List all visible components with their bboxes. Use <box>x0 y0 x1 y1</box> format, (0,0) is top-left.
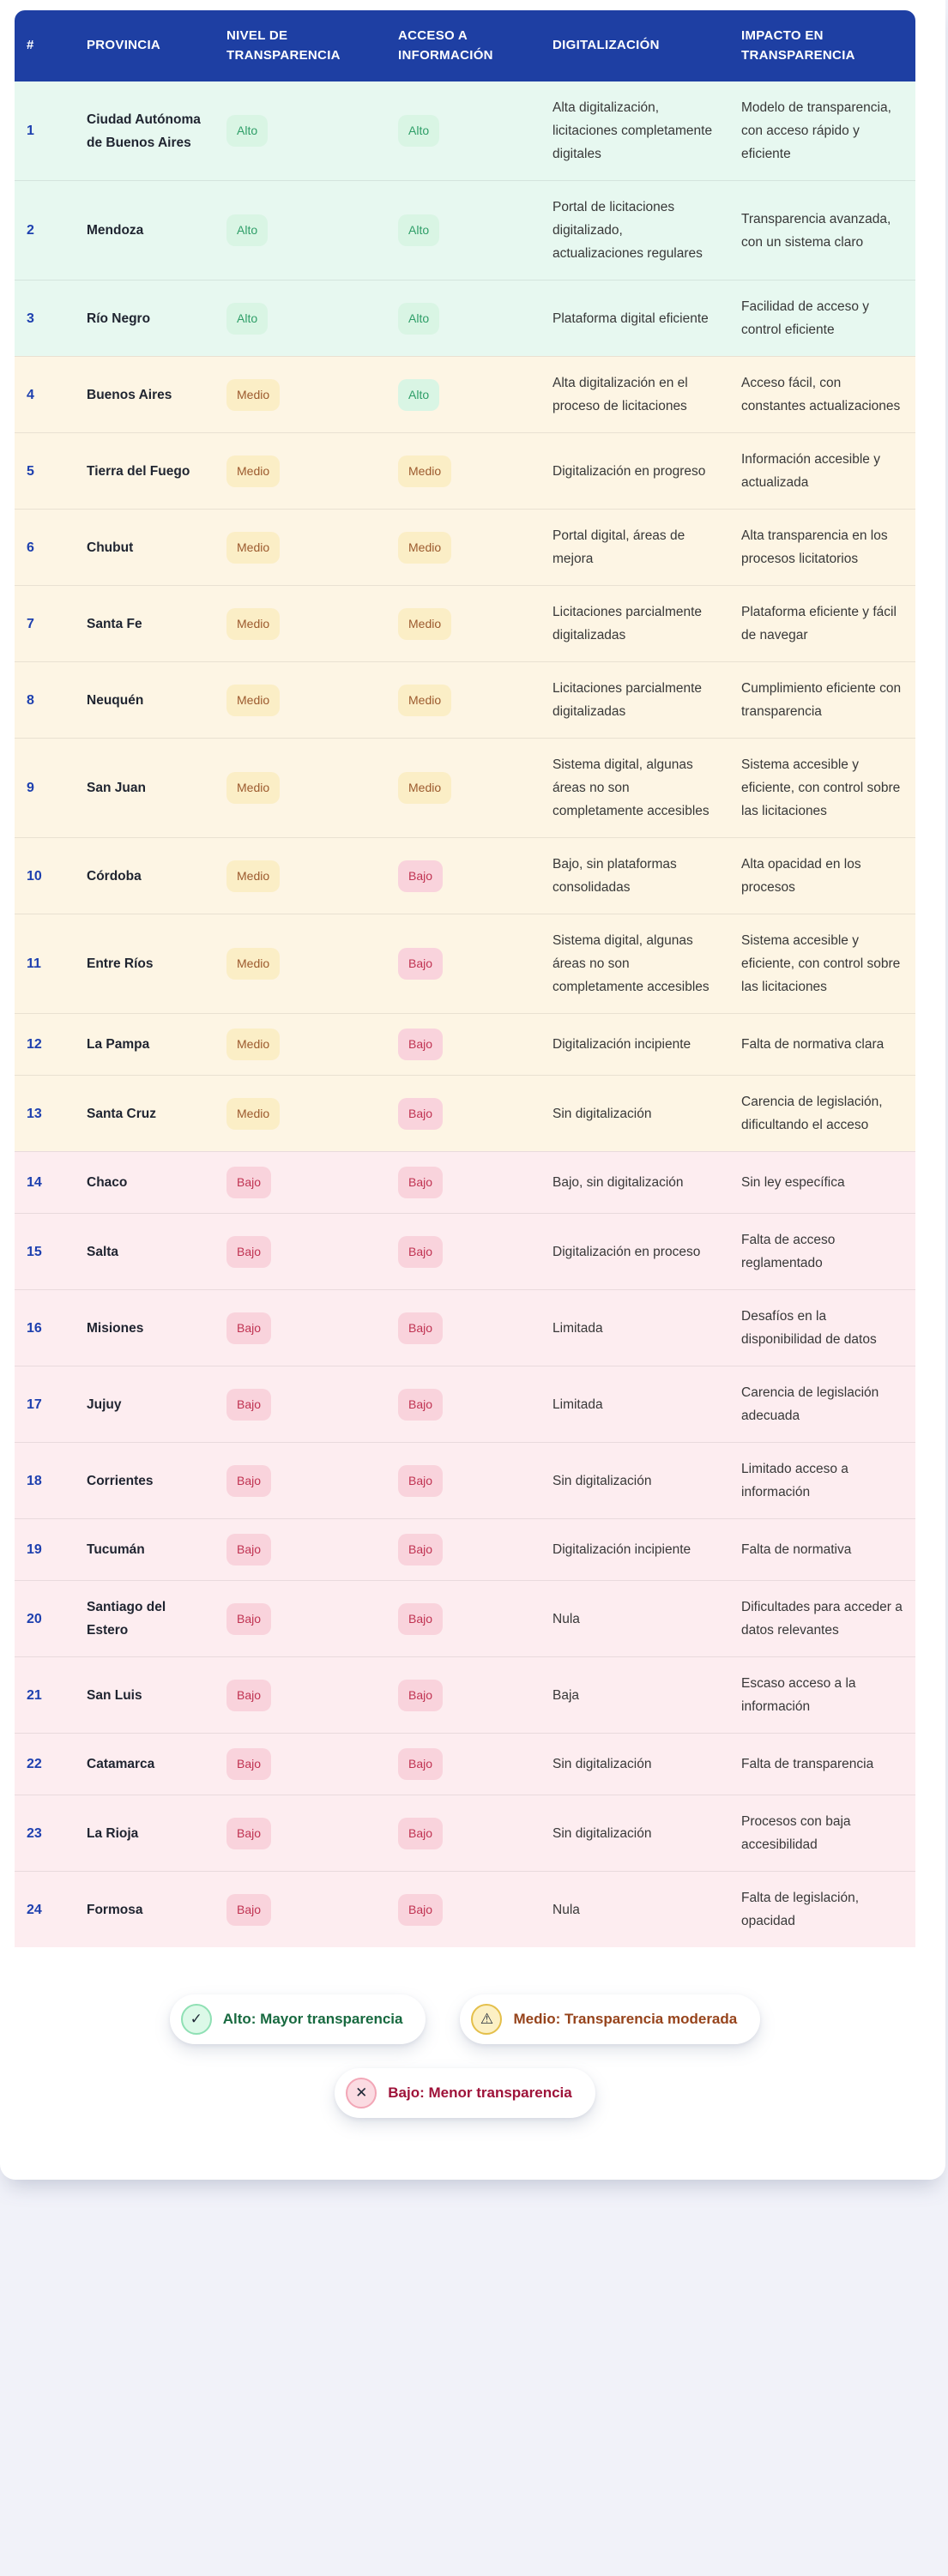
info-access-cell <box>386 1013 540 1075</box>
transparency-level-cell <box>214 1580 386 1656</box>
impact-cell: Plataforma eficiente y fácil de navegar <box>729 585 915 661</box>
transparency-level-cell <box>214 738 386 837</box>
province-name: Salta <box>75 1213 214 1289</box>
transparency-level-badge: Medio <box>226 379 280 411</box>
column-header: IMPACTO EN TRANSPARENCIA <box>729 10 915 81</box>
table-row <box>15 1656 915 1733</box>
transparency-level-badge: Bajo <box>226 1389 271 1421</box>
row-number: 4 <box>15 356 75 432</box>
info-access-cell <box>386 1733 540 1795</box>
digitalization-cell: Digitalización incipiente <box>540 1013 729 1075</box>
row-number: 20 <box>15 1580 75 1656</box>
column-header: # <box>15 10 75 81</box>
info-access-badge: Bajo <box>398 1603 443 1635</box>
legend-label: Bajo: Menor transparencia <box>388 2084 572 2101</box>
impact-cell: Sistema accesible y eficiente, con control sobre las licitaciones <box>729 914 915 1013</box>
column-header: NIVEL DE TRANSPARENCIA <box>214 10 386 81</box>
info-access-badge: Medio <box>398 532 451 564</box>
info-access-cell <box>386 1151 540 1213</box>
province-name: Río Negro <box>75 280 214 356</box>
info-access-badge: Bajo <box>398 1029 443 1060</box>
row-number: 24 <box>15 1871 75 1947</box>
digitalization-cell: Digitalización en progreso <box>540 432 729 509</box>
digitalization-cell: Nula <box>540 1580 729 1656</box>
table-row <box>15 1075 915 1151</box>
table-row <box>15 280 915 356</box>
info-access-badge: Bajo <box>398 1312 443 1344</box>
transparency-level-badge: Medio <box>226 948 280 980</box>
digitalization-cell: Digitalización en proceso <box>540 1213 729 1289</box>
digitalization-cell: Limitada <box>540 1366 729 1442</box>
transparency-level-cell <box>214 661 386 738</box>
info-access-cell <box>386 280 540 356</box>
info-access-cell <box>386 1075 540 1151</box>
transparency-level-cell <box>214 432 386 509</box>
transparency-level-badge: Medio <box>226 1029 280 1060</box>
digitalization-cell: Limitada <box>540 1289 729 1366</box>
digitalization-cell: Sin digitalización <box>540 1733 729 1795</box>
legend-pill <box>335 2068 595 2118</box>
transparency-level-badge: Alto <box>226 115 268 147</box>
table-row <box>15 1013 915 1075</box>
digitalization-cell: Portal digital, áreas de mejora <box>540 509 729 585</box>
info-access-badge: Bajo <box>398 860 443 892</box>
digitalization-cell: Sin digitalización <box>540 1442 729 1518</box>
digitalization-cell: Sin digitalización <box>540 1795 729 1871</box>
impact-cell: Alta transparencia en los procesos licitatorios <box>729 509 915 585</box>
info-access-cell <box>386 1289 540 1366</box>
province-name: Jujuy <box>75 1366 214 1442</box>
transparency-level-cell <box>214 356 386 432</box>
info-access-badge: Medio <box>398 455 451 487</box>
transparency-level-cell <box>214 1366 386 1442</box>
province-name: San Luis <box>75 1656 214 1733</box>
transparency-level-badge: Bajo <box>226 1818 271 1849</box>
info-access-badge: Bajo <box>398 948 443 980</box>
transparency-level-badge: Bajo <box>226 1894 271 1926</box>
transparency-level-cell <box>214 1075 386 1151</box>
province-name: Mendoza <box>75 180 214 280</box>
table-row <box>15 81 915 180</box>
info-access-badge: Alto <box>398 303 439 335</box>
digitalization-cell: Nula <box>540 1871 729 1947</box>
table-header <box>15 10 915 81</box>
row-number: 5 <box>15 432 75 509</box>
row-number: 16 <box>15 1289 75 1366</box>
transparency-level-badge: Bajo <box>226 1465 271 1497</box>
table-row <box>15 1580 915 1656</box>
info-access-badge: Bajo <box>398 1818 443 1849</box>
province-name: Formosa <box>75 1871 214 1947</box>
transparency-level-cell <box>214 280 386 356</box>
impact-cell: Transparencia avanzada, con un sistema claro <box>729 180 915 280</box>
province-name: La Pampa <box>75 1013 214 1075</box>
transparency-level-badge: Medio <box>226 685 280 716</box>
table-row <box>15 1151 915 1213</box>
info-access-cell <box>386 81 540 180</box>
transparency-level-cell <box>214 180 386 280</box>
table-row <box>15 1871 915 1947</box>
digitalization-cell: Sin digitalización <box>540 1075 729 1151</box>
row-number: 17 <box>15 1366 75 1442</box>
digitalization-cell: Bajo, sin plataformas consolidadas <box>540 837 729 914</box>
digitalization-cell: Alta digitalización, licitaciones completamente digitales <box>540 81 729 180</box>
transparency-level-badge: Bajo <box>226 1236 271 1268</box>
info-access-cell <box>386 1795 540 1871</box>
legend-label: Alto: Mayor transparencia <box>222 2011 403 2027</box>
transparency-level-badge: Medio <box>226 455 280 487</box>
info-access-badge: Alto <box>398 115 439 147</box>
info-access-cell <box>386 1518 540 1580</box>
table-row <box>15 1518 915 1580</box>
impact-cell: Información accesible y actualizada <box>729 432 915 509</box>
column-header: ACCESO A INFORMACIÓN <box>386 10 540 81</box>
page-bottom-gap <box>0 2180 948 2212</box>
transparency-level-cell <box>214 81 386 180</box>
info-access-badge: Bajo <box>398 1748 443 1780</box>
impact-cell: Procesos con baja accesibilidad <box>729 1795 915 1871</box>
transparency-level-badge: Bajo <box>226 1312 271 1344</box>
digitalization-cell: Licitaciones parcialmente digitalizadas <box>540 585 729 661</box>
province-name: Tucumán <box>75 1518 214 1580</box>
impact-cell: Dificultades para acceder a datos relevantes <box>729 1580 915 1656</box>
digitalization-cell: Sistema digital, algunas áreas no son completamente accesibles <box>540 914 729 1013</box>
transparency-level-cell <box>214 585 386 661</box>
check-icon: ✓ <box>181 2004 212 2035</box>
province-name: Buenos Aires <box>75 356 214 432</box>
table-header-row <box>15 10 915 81</box>
table-row <box>15 738 915 837</box>
transparency-level-cell <box>214 1871 386 1947</box>
impact-cell: Falta de normativa <box>729 1518 915 1580</box>
table-row <box>15 837 915 914</box>
digitalization-cell: Sistema digital, algunas áreas no son completamente accesibles <box>540 738 729 837</box>
transparency-level-badge: Bajo <box>226 1603 271 1635</box>
info-access-cell <box>386 1213 540 1289</box>
info-access-cell <box>386 432 540 509</box>
table-row <box>15 1733 915 1795</box>
info-access-badge: Bajo <box>398 1167 443 1198</box>
transparency-level-badge: Medio <box>226 772 280 804</box>
transparency-level-cell <box>214 1795 386 1871</box>
row-number: 1 <box>15 81 75 180</box>
info-access-badge: Bajo <box>398 1894 443 1926</box>
transparency-level-cell <box>214 1733 386 1795</box>
row-number: 14 <box>15 1151 75 1213</box>
impact-cell: Falta de normativa clara <box>729 1013 915 1075</box>
table-row <box>15 180 915 280</box>
info-access-badge: Bajo <box>398 1680 443 1711</box>
table-row <box>15 1795 915 1871</box>
province-name: La Rioja <box>75 1795 214 1871</box>
legend <box>126 1994 804 2118</box>
transparency-level-cell <box>214 1442 386 1518</box>
row-number: 10 <box>15 837 75 914</box>
info-access-cell <box>386 1580 540 1656</box>
digitalization-cell: Licitaciones parcialmente digitalizadas <box>540 661 729 738</box>
impact-cell: Cumplimiento eficiente con transparencia <box>729 661 915 738</box>
info-access-cell <box>386 1366 540 1442</box>
info-access-badge: Bajo <box>398 1389 443 1421</box>
transparency-level-cell <box>214 1213 386 1289</box>
info-access-cell <box>386 1656 540 1733</box>
table-row <box>15 1366 915 1442</box>
transparency-level-badge: Bajo <box>226 1748 271 1780</box>
province-name: Ciudad Autónoma de Buenos Aires <box>75 81 214 180</box>
row-number: 15 <box>15 1213 75 1289</box>
table-row <box>15 914 915 1013</box>
warning-icon: ⚠︎ <box>471 2004 502 2035</box>
province-name: Tierra del Fuego <box>75 432 214 509</box>
column-header: DIGITALIZACIÓN <box>540 10 729 81</box>
transparency-level-badge: Medio <box>226 608 280 640</box>
row-number: 12 <box>15 1013 75 1075</box>
info-access-badge: Alto <box>398 379 439 411</box>
info-access-badge: Medio <box>398 608 451 640</box>
digitalization-cell: Plataforma digital eficiente <box>540 280 729 356</box>
province-name: Catamarca <box>75 1733 214 1795</box>
row-number: 23 <box>15 1795 75 1871</box>
transparency-level-cell <box>214 1289 386 1366</box>
row-number: 6 <box>15 509 75 585</box>
info-access-badge: Bajo <box>398 1534 443 1566</box>
impact-cell: Facilidad de acceso y control eficiente <box>729 280 915 356</box>
impact-cell: Carencia de legislación adecuada <box>729 1366 915 1442</box>
info-access-badge: Bajo <box>398 1098 443 1130</box>
column-header: PROVINCIA <box>75 10 214 81</box>
table-row <box>15 356 915 432</box>
impact-cell: Modelo de transparencia, con acceso rápido y eficiente <box>729 81 915 180</box>
info-access-cell <box>386 914 540 1013</box>
impact-cell: Sin ley específica <box>729 1151 915 1213</box>
table-body <box>15 81 915 1947</box>
impact-cell: Limitado acceso a información <box>729 1442 915 1518</box>
info-access-cell <box>386 661 540 738</box>
transparency-level-badge: Alto <box>226 214 268 246</box>
info-access-cell <box>386 585 540 661</box>
info-access-badge: Alto <box>398 214 439 246</box>
digitalization-cell: Baja <box>540 1656 729 1733</box>
impact-cell: Escaso acceso a la información <box>729 1656 915 1733</box>
row-number: 9 <box>15 738 75 837</box>
impact-cell: Falta de legislación, opacidad <box>729 1871 915 1947</box>
transparency-level-cell <box>214 1656 386 1733</box>
province-name: Santa Cruz <box>75 1075 214 1151</box>
row-number: 7 <box>15 585 75 661</box>
info-access-cell <box>386 1442 540 1518</box>
table-row <box>15 1442 915 1518</box>
legend-pill <box>170 1994 426 2044</box>
table-row <box>15 432 915 509</box>
row-number: 13 <box>15 1075 75 1151</box>
transparency-level-cell <box>214 1013 386 1075</box>
transparency-level-badge: Medio <box>226 532 280 564</box>
info-access-cell <box>386 180 540 280</box>
impact-cell: Falta de acceso reglamentado <box>729 1213 915 1289</box>
digitalization-cell: Bajo, sin digitalización <box>540 1151 729 1213</box>
impact-cell: Alta opacidad en los procesos <box>729 837 915 914</box>
row-number: 3 <box>15 280 75 356</box>
transparency-level-badge: Medio <box>226 860 280 892</box>
transparency-level-badge: Alto <box>226 303 268 335</box>
info-access-badge: Bajo <box>398 1236 443 1268</box>
info-access-badge: Medio <box>398 685 451 716</box>
legend-label: Medio: Transparencia moderada <box>513 2011 738 2027</box>
impact-cell: Sistema accesible y eficiente, con control sobre las licitaciones <box>729 738 915 837</box>
row-number: 2 <box>15 180 75 280</box>
transparency-level-cell <box>214 837 386 914</box>
province-name: Misiones <box>75 1289 214 1366</box>
table-row <box>15 1289 915 1366</box>
province-name: Chaco <box>75 1151 214 1213</box>
province-name: Santiago del Estero <box>75 1580 214 1656</box>
impact-cell: Falta de transparencia <box>729 1733 915 1795</box>
provinces-transparency-table <box>15 10 915 1947</box>
table-row <box>15 509 915 585</box>
row-number: 8 <box>15 661 75 738</box>
row-number: 18 <box>15 1442 75 1518</box>
transparency-level-cell <box>214 509 386 585</box>
transparency-level-cell <box>214 1518 386 1580</box>
row-number: 11 <box>15 914 75 1013</box>
table-row <box>15 661 915 738</box>
impact-cell: Acceso fácil, con constantes actualizaciones <box>729 356 915 432</box>
info-access-cell <box>386 837 540 914</box>
info-access-cell <box>386 1871 540 1947</box>
province-name: Santa Fe <box>75 585 214 661</box>
impact-cell: Carencia de legislación, dificultando el acceso <box>729 1075 915 1151</box>
legend-pill <box>460 1994 760 2044</box>
table-row <box>15 1213 915 1289</box>
transparency-level-cell <box>214 1151 386 1213</box>
cross-icon: ✕ <box>346 2078 377 2108</box>
transparency-level-badge: Medio <box>226 1098 280 1130</box>
province-name: Chubut <box>75 509 214 585</box>
province-name: Neuquén <box>75 661 214 738</box>
province-name: Corrientes <box>75 1442 214 1518</box>
transparency-level-badge: Bajo <box>226 1534 271 1566</box>
table-row <box>15 585 915 661</box>
transparency-level-cell <box>214 914 386 1013</box>
digitalization-cell: Alta digitalización en el proceso de licitaciones <box>540 356 729 432</box>
row-number: 21 <box>15 1656 75 1733</box>
row-number: 19 <box>15 1518 75 1580</box>
row-number: 22 <box>15 1733 75 1795</box>
impact-cell: Desafíos en la disponibilidad de datos <box>729 1289 915 1366</box>
province-name: Córdoba <box>75 837 214 914</box>
info-access-badge: Bajo <box>398 1465 443 1497</box>
transparency-level-badge: Bajo <box>226 1680 271 1711</box>
digitalization-cell: Digitalización incipiente <box>540 1518 729 1580</box>
province-name: San Juan <box>75 738 214 837</box>
info-access-badge: Medio <box>398 772 451 804</box>
info-access-cell <box>386 738 540 837</box>
province-name: Entre Ríos <box>75 914 214 1013</box>
digitalization-cell: Portal de licitaciones digitalizado, actualizaciones regulares <box>540 180 729 280</box>
transparency-level-badge: Bajo <box>226 1167 271 1198</box>
info-access-cell <box>386 509 540 585</box>
info-access-cell <box>386 356 540 432</box>
